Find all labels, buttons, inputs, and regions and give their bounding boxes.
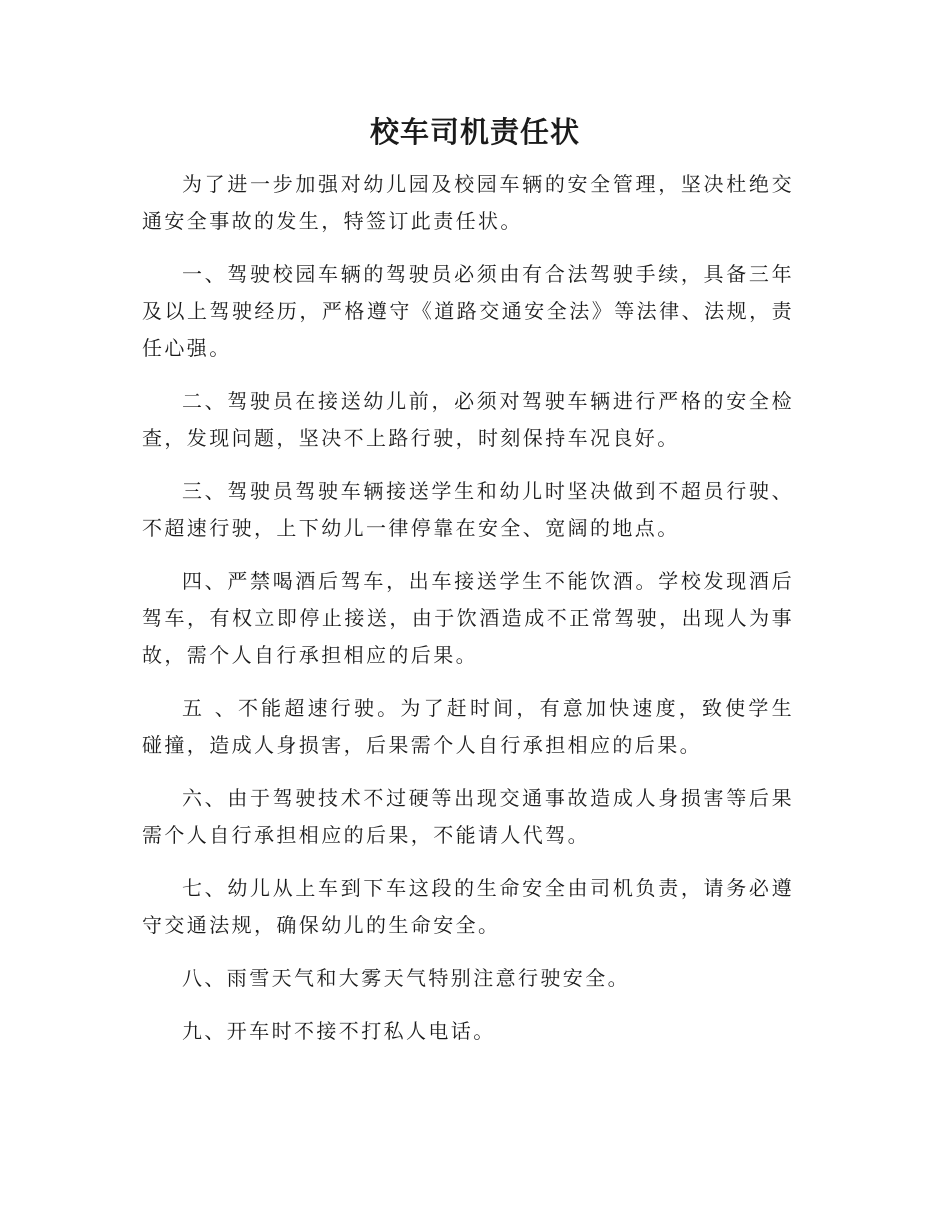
intro-paragraph: 为了进一步加强对幼儿园及校园车辆的安全管理，坚决杜绝交通安全事故的发生，特签订此责任状。	[142, 172, 794, 233]
clause-2-paragraph: 二、驾驶员在接送幼儿前，必须对驾驶车辆进行严格的安全检查，发现问题，坚决不上路行驶，时刻保持车况良好。	[142, 389, 794, 450]
clause-3-paragraph: 三、驾驶员驾驶车辆接送学生和幼儿时坚决做到不超员行驶、不超速行驶，上下幼儿一律停靠在安全、宽阔的地点。	[142, 479, 794, 540]
document-title: 校车司机责任状	[369, 115, 580, 149]
clause-1-paragraph: 一、驾驶校园车辆的驾驶员必须由有合法驾驶手续，具备三年及以上驾驶经历，严格遵守《道路交通安全法》等法律、法规，责任心强。	[142, 262, 794, 360]
clause-4-paragraph: 四、严禁喝酒后驾车，出车接送学生不能饮酒。学校发现酒后驾车，有权立即停止接送，由于饮酒造成不正常驾驶，出现人为事故，需个人自行承担相应的后果。	[142, 569, 794, 667]
clause-9-paragraph: 九、开车时不接不打私人电话。	[182, 1019, 496, 1043]
clause-7-paragraph: 七、幼儿从上车到下车这段的生命安全由司机负责，请务必遵守交通法规，确保幼儿的生命安全。	[142, 876, 794, 937]
clause-8-paragraph: 八、雨雪天气和大雾天气特别注意行驶安全。	[182, 966, 630, 990]
clause-6-paragraph: 六、由于驾驶技术不过硬等出现交通事故造成人身损害等后果需个人自行承担相应的后果，不能请人代驾。	[142, 786, 794, 847]
document-body	[142, 166, 794, 1066]
clause-5-paragraph: 五 、不能超速行驶。为了赶时间，有意加快速度，致使学生碰撞，造成人身损害，后果需个人自行承担相应的后果。	[142, 696, 794, 757]
